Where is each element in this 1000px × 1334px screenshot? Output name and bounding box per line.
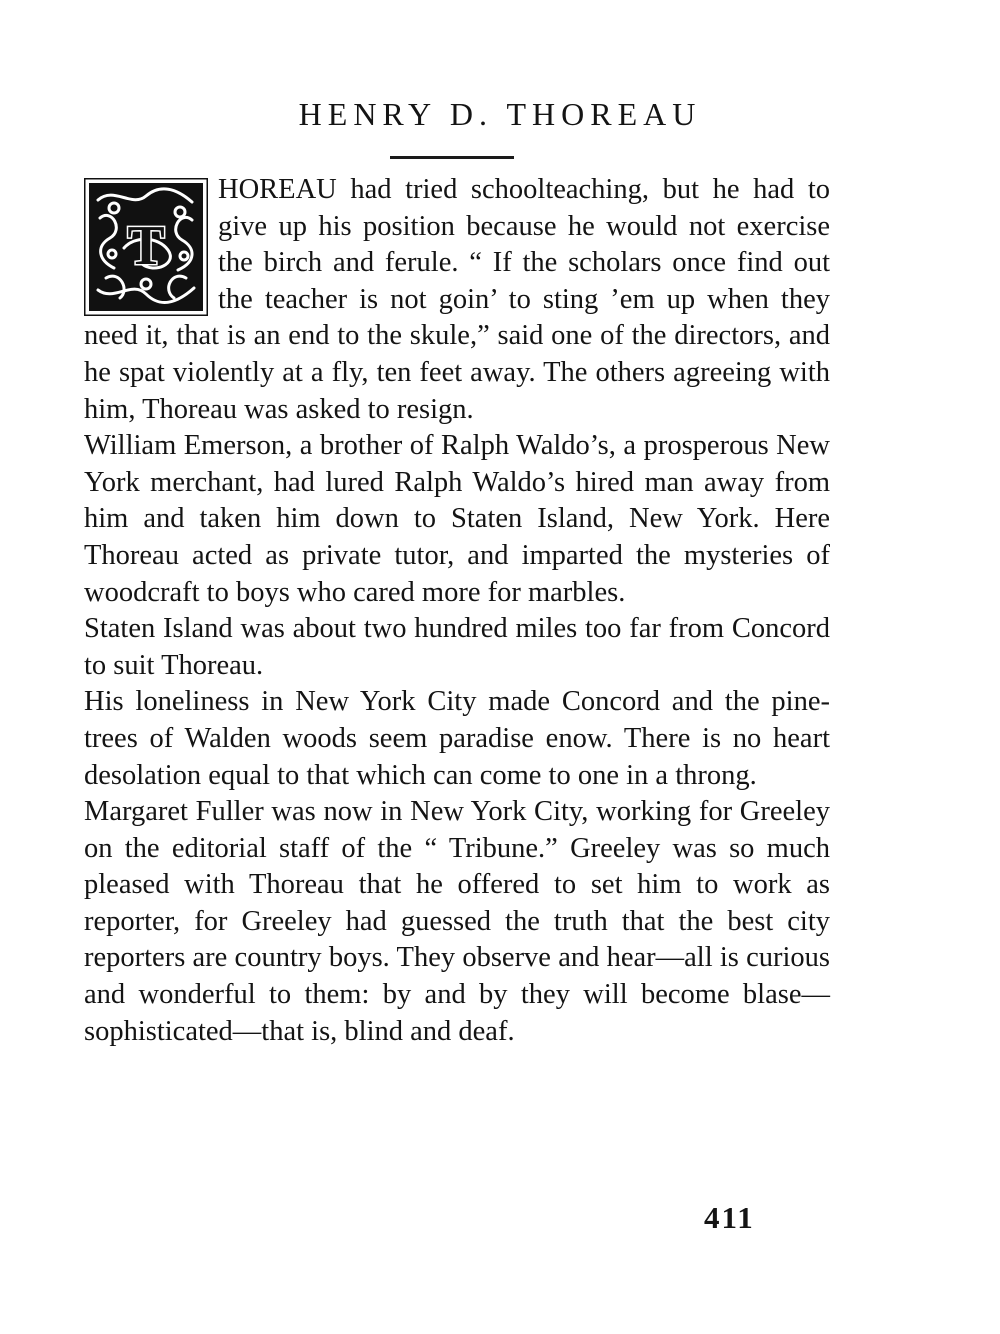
head-rule (390, 156, 514, 159)
ornamental-drop-cap (84, 178, 208, 316)
paragraph-1: HOREAU had tried schoolteaching, but he had to give up his position because he would not exercise the birch and ferule. “ If the scholars once find out the teacher is not goin’ to sting ’em up when they need it, that is an end to the skule,” said one of the directors, and he spat violently at a fly, ten feet away. The others agreeing with him, Thoreau was asked to resign. (84, 174, 830, 425)
paragraph-4: His loneliness in New York City made Concord and the pine-trees of Walden woods seem paradise enow. There is no heart desolation equal to that which can come to one in a throng. (84, 686, 830, 791)
running-head: HENRY D. THOREAU (298, 96, 702, 132)
drop-cap-letter: T (127, 215, 165, 277)
paragraph-5: Margaret Fuller was now in New York City, working for Greeley on the editorial staff of the “ Tribune.” Greeley was so much pleased with Thoreau that he offered to set him to work as reporter, for Greeley had guessed the truth that the best city reporters are country boys. They observe and hear—all is curious and wonderful to them: by and by they will become blase—sophisticated—that is, blind and deaf. (84, 796, 830, 1047)
paragraph-2: William Emerson, a brother of Ralph Waldo’s, a prosperous New York merchant, had lured Ralph Waldo’s hired man away from him and taken him down to Staten Island, New York. Here Thoreau acted as private tutor, and imparted the mysteries of woodcraft to boys who cared more for marbles. (84, 430, 830, 608)
page-number: 411 (704, 1200, 755, 1235)
paragraph-3: Staten Island was about two hundred miles too far from Concord to suit Thoreau. (84, 613, 830, 681)
body-text (84, 172, 830, 1050)
